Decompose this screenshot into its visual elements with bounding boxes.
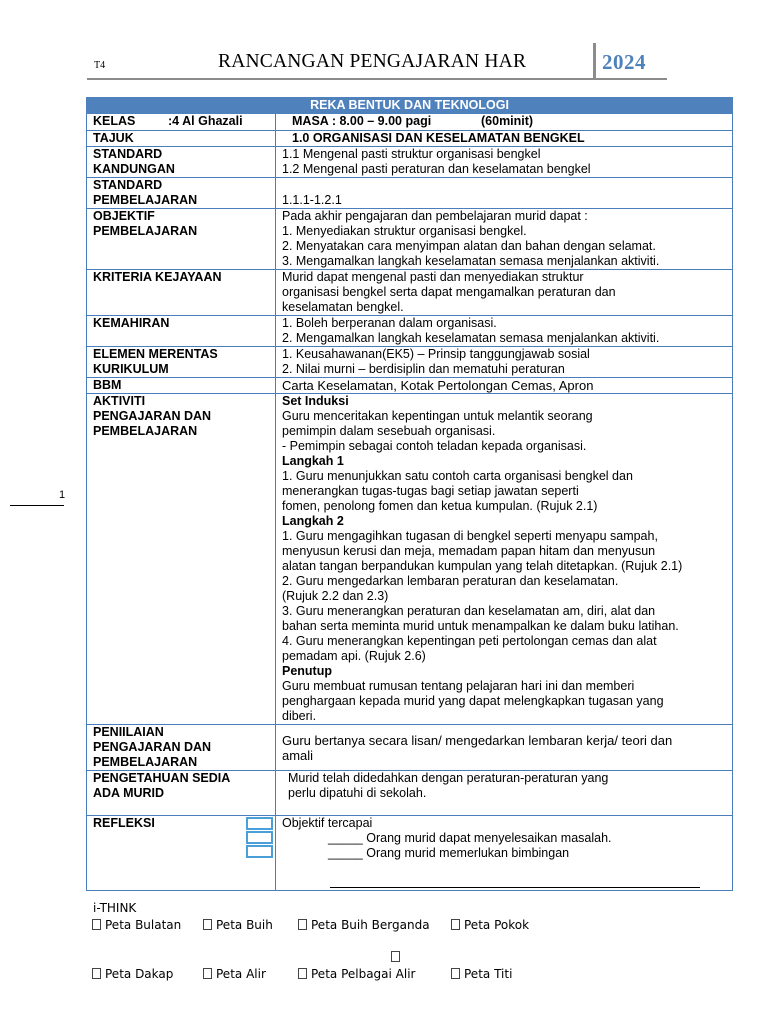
lesson-plan-table <box>86 97 733 891</box>
bbm-value: Carta Keselamatan, Kotak Pertolongan Cemas, Apron <box>276 378 733 394</box>
kem-value: 1. Boleh berperanan dalam organisasi. 2. Mengamalkan langkah keselamatan semasa menjalankan aktiviti. <box>276 316 733 347</box>
ps-value: Murid telah didedahkan dengan peraturan-peraturan yang perlu dipatuhi di sekolah. <box>276 771 733 816</box>
refleksi-row <box>87 816 733 891</box>
pen-value: Guru bertanya secara lisan/ mengedarkan lembaran kerja/ teori dan amali <box>276 725 733 771</box>
pengetahuan-row <box>87 771 733 816</box>
ithink-title: i-THINK <box>93 901 137 915</box>
aktiviti-row <box>87 394 733 725</box>
objektif-row <box>87 209 733 270</box>
penilaian-row <box>87 725 733 771</box>
subject-title: REKA BENTUK DAN TEKNOLOGI <box>87 98 733 114</box>
checkbox-icon <box>92 968 101 979</box>
page-number: 1 <box>59 489 66 501</box>
form-code: T4 <box>94 60 106 71</box>
signature-line <box>330 887 700 888</box>
page-number-line <box>10 505 64 506</box>
akt-value: Set Induksi Guru menceritakan kepentingan untuk melantik seorang pemimpin dalam sesebuah organisasi. - Pemimpin sebagai contoh teladan kepada organisasi. Langkah 1 1. Guru menunjukkan satu contoh carta organisasi bengkel dan menerangkan tugas-tugas bagi setiap jawatan seperti fomen, penolong fomen dan ketua kumpulan. (Rujuk 2.1) Langkah 2 1. Guru mengagihkan tugasan di bengkel seperti menyapu sampah, menyusun kerusi dan meja, memadam papan hitam dan menyusun alatan tangan berpandukan kumpulan yang telah ditetapkan. (Rujuk 2.1) 2. Guru mengedarkan lembaran peraturan dan keselamatan. (Rujuk 2.2 dan 2.3) 3. Guru menerangkan peraturan dan keselamatan am, diri, alat dan bahan serta meminta murid untuk menampalkan ke dalam buku latihan. 4. Guru menerangkan kepentingan peti pertolongan cemas dan alat pemadam api. (Rujuk 2.6) Penutup Guru membuat rumusan tentang pelajaran hari ini dan memberi penghargaan kepada murid yang dapat melengkapkan tugasan yang diberi. <box>276 394 733 725</box>
sk-label: STANDARD KANDUNGAN <box>87 147 276 178</box>
peta-alir-option[interactable]: Peta Alir <box>203 967 266 981</box>
page-title: RANCANGAN PENGAJARAN HAR <box>218 51 527 72</box>
checkbox-icon <box>203 968 212 979</box>
sk-value: 1.1 Mengenal pasti struktur organisasi bengkel 1.2 Mengenal pasti peraturan dan keselamatan bengkel <box>276 147 733 178</box>
standard-kandungan-row <box>87 147 733 178</box>
bbm-label: BBM <box>87 378 276 394</box>
kemahiran-row <box>87 316 733 347</box>
reflection-checkbox-3[interactable] <box>246 845 273 858</box>
reflection-checkbox-1[interactable] <box>246 817 273 830</box>
checkbox-icon <box>451 919 460 930</box>
peta-dakap-option[interactable]: Peta Dakap <box>92 967 173 981</box>
masa-duration: (60minit) <box>481 114 534 128</box>
emk-value: 1. Keusahawanan(EK5) – Prinsip tanggungjawab sosial 2. Nilai murni – berdisiplin dan mematuhi peraturan <box>276 347 733 378</box>
kriteria-row <box>87 270 733 316</box>
checkbox-icon <box>92 919 101 930</box>
peta-pokok-option[interactable]: Peta Pokok <box>451 918 529 932</box>
reflection-checkbox-2[interactable] <box>246 831 273 844</box>
sp-value: 1.1.1-1.2.1 <box>276 178 733 209</box>
peta-bulatan-option[interactable]: Peta Bulatan <box>92 918 181 932</box>
tajuk-label: TAJUK <box>87 131 276 147</box>
tajuk-value: 1.0 ORGANISASI DAN KESELAMATAN BENGKEL <box>276 131 733 147</box>
checkbox-icon <box>203 919 212 930</box>
masa-label: MASA : 8.00 – 9.00 pagi <box>292 114 432 128</box>
kem-label: KEMAHIRAN <box>87 316 276 347</box>
ref-value: Objektif tercapai _____ Orang murid dapat menyelesaikan masalah. _____ Orang murid memerlukan bimbingan <box>276 816 733 891</box>
tajuk-row <box>87 131 733 147</box>
set-induksi-heading: Set Induksi <box>282 394 349 408</box>
checkbox-icon <box>391 951 400 962</box>
stray-checkbox <box>391 950 404 964</box>
kelas-value: :4 Al Ghazali <box>168 114 243 128</box>
kk-label: KRITERIA KEJAYAAN <box>87 270 276 316</box>
obj-label: OBJEKTIF PEMBELAJARAN <box>87 209 276 270</box>
peta-buih-berganda-option[interactable]: Peta Buih Berganda <box>298 918 430 932</box>
kelas-row <box>87 114 733 131</box>
standard-pembelajaran-row <box>87 178 733 209</box>
checkbox-icon <box>451 968 460 979</box>
emk-label: ELEMEN MERENTAS KURIKULUM <box>87 347 276 378</box>
akt-label: AKTIVITI PENGAJARAN DAN PEMBELAJARAN <box>87 394 276 725</box>
langkah2-heading: Langkah 2 <box>282 514 344 528</box>
header-divider <box>593 43 596 79</box>
peta-titi-option[interactable]: Peta Titi <box>451 967 512 981</box>
obj-value: Pada akhir pengajaran dan pembelajaran murid dapat : 1. Menyediakan struktur organisasi bengkel. 2. Menyatakan cara menyimpan alatan dan bahan dengan selamat. 3. Mengamalkan langkah keselamatan semasa menjalankan aktiviti. <box>276 209 733 270</box>
kelas-label: KELAS <box>93 114 136 128</box>
ps-label: PENGETAHUAN SEDIA ADA MURID <box>87 771 276 816</box>
checkbox-icon <box>298 968 307 979</box>
ref-label: REFLEKSI <box>87 816 276 891</box>
peta-buih-option[interactable]: Peta Buih <box>203 918 273 932</box>
header-rule <box>87 78 667 80</box>
bbm-row <box>87 378 733 394</box>
subject-row <box>87 98 733 114</box>
peta-pelbagai-alir-option[interactable]: Peta Pelbagai Alir <box>298 967 416 981</box>
year-label: 2024 <box>602 50 646 74</box>
langkah1-heading: Langkah 1 <box>282 454 344 468</box>
kk-value: Murid dapat mengenal pasti dan menyediakan struktur organisasi bengkel serta dapat mengamalkan peraturan dan keselamatan bengkel. <box>276 270 733 316</box>
checkbox-icon <box>298 919 307 930</box>
emk-row <box>87 347 733 378</box>
penutup-heading: Penutup <box>282 664 332 678</box>
sp-label: STANDARD PEMBELAJARAN <box>87 178 276 209</box>
pen-label: PENIILAIAN PENGAJARAN DAN PEMBELAJARAN <box>87 725 276 771</box>
